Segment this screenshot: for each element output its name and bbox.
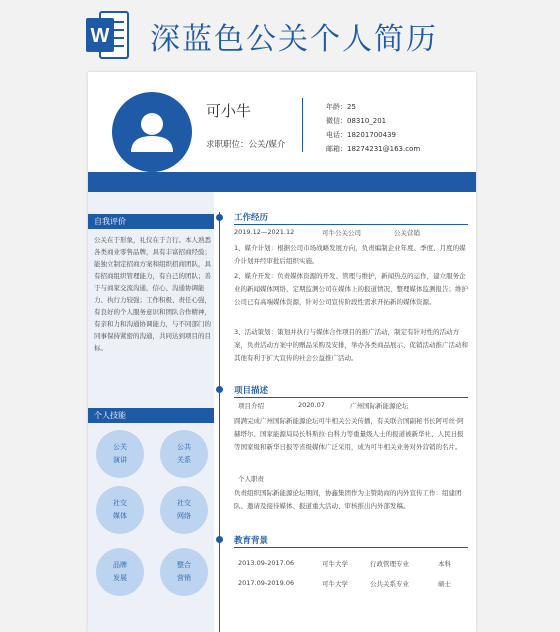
banner-title: 深蓝色公关个人简历 xyxy=(150,22,438,57)
email: 邮箱：18274231@163.com xyxy=(326,145,421,153)
work-duty: 2、媒介开发：负责媒体资源的开发、管理与维护，新闻热点的运作，建立服务企业的新闻媒体网络，定期监测公司在媒体上的报道情况，整理媒体监测报告；维护公司已有高端媒体资源，针对公司宣传阶段性需求开拓新的媒体资源。 xyxy=(234,272,468,306)
education-heading: 教育背景 xyxy=(234,536,269,546)
edu-school: 可牛大学 xyxy=(322,580,348,588)
person-icon xyxy=(112,92,192,172)
duty-label: 个人职责 xyxy=(238,475,264,483)
avatar xyxy=(112,92,192,172)
project-duty: 负责组织国际新能源论坛期间，协鑫集团作为主赞助商的内外宣传工作：组建团队、邀请及接待媒体、报道重大活动、审核推出内外部发稿。 xyxy=(234,489,462,510)
banner xyxy=(0,0,560,70)
name: 可小牛 xyxy=(206,102,252,120)
work-heading: 工作经历 xyxy=(234,213,269,223)
header-band xyxy=(88,172,476,192)
timeline-dot xyxy=(216,214,223,221)
skill-badge: 公共 关系 xyxy=(160,430,208,478)
skills-heading: 个人技能 xyxy=(88,408,214,423)
skill-badge: 社交 网络 xyxy=(160,486,208,534)
edu-school: 可牛大学 xyxy=(322,560,348,568)
edu-period: 2013.09-2017.06 xyxy=(238,559,295,567)
work-duty: 1、媒介计划：根据公司市场战略发展方向，负责编制企业年度、季度、月度的媒介计划并经审批后组织实施。 xyxy=(234,244,466,265)
project-name: 广州国际新能源论坛 xyxy=(350,402,409,410)
svg-text:W: W xyxy=(90,25,110,47)
education-rule xyxy=(234,547,468,548)
project-label: 项目介绍 xyxy=(238,402,264,410)
job-target: 求职职位：公关/媒介 xyxy=(206,140,286,150)
phone: 电话：18201700439 xyxy=(326,131,396,139)
project-description: 圆满完成广州国际新能源论坛可牛相关公关传播，有关联合国副秘书长阿可丝·阿赫塔尔、国家能源局局长科斯拉·白科力等重量级人士的报道被新华社、人民日报等国家级和新华日报等省级媒体广泛采用，成为可牛相关业务对外营销的名片。 xyxy=(234,417,464,451)
header-divider xyxy=(302,98,303,152)
work-period: 2019.12—2021.12 xyxy=(234,228,295,236)
age: 年龄：25 xyxy=(326,103,356,111)
wechat: 微信：08310_201 xyxy=(326,117,387,125)
edu-major: 公共关系专业 xyxy=(370,580,409,588)
resume-page xyxy=(88,72,476,632)
skill-badge: 公关 演讲 xyxy=(96,430,144,478)
edu-period: 2017.09-2019.06 xyxy=(238,579,295,587)
work-rule xyxy=(234,224,468,225)
intro-heading: 自我评价 xyxy=(88,214,214,229)
edu-degree: 硕士 xyxy=(438,580,451,588)
edu-degree: 本科 xyxy=(438,560,451,568)
word-icon xyxy=(86,10,130,60)
timeline-dot xyxy=(216,536,223,543)
skill-badge: 社交 媒体 xyxy=(96,486,144,534)
contact-info xyxy=(326,100,420,156)
project-date: 2020.07 xyxy=(298,401,325,409)
intro-text: 公关在于形象，礼仪在于言行。本人熟悉各类商业零售品牌，具有丰富招商经验；能独立制定招商方案和组织招商团队，具有招商组织管理能力，有自己的团队；善于与商家交流沟通，信心、沟通协调能力、执行力较强；工作积极、责任心强，有良好的个人服务意识和团队合作精神，有亲和力和沟通协调能力，与不同部门的同事保持紧密的沟通，共同达到项目的目标。 xyxy=(94,236,211,352)
timeline-dot xyxy=(216,386,223,393)
timeline-line xyxy=(219,212,220,632)
project-rule xyxy=(234,397,468,398)
skill-badge: 整合 营销 xyxy=(160,548,208,596)
edu-major: 行政管理专业 xyxy=(370,560,409,568)
work-company: 可牛公关公司 xyxy=(322,229,361,237)
work-duty: 3、活动策划：策划并执行与媒体合作项目的推广活动，制定有针对性的活动方案，负责活动方案中的赠品采购及安排，举办各类商品展示、促销活动推广活动和其他有利于扩大宣传的社会公益推广活动。 xyxy=(234,328,468,362)
work-position: 公关营销 xyxy=(394,229,420,237)
skill-badge: 品牌 发展 xyxy=(96,548,144,596)
project-heading: 项目描述 xyxy=(234,386,269,396)
